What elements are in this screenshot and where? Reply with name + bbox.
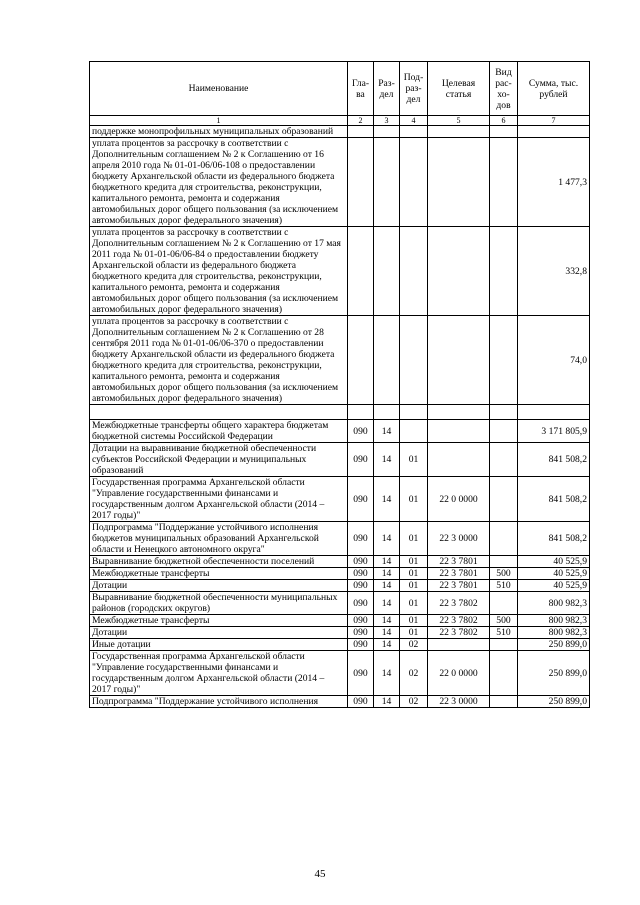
table-cell-target: 22 3 7802 [428, 592, 490, 615]
table-cell-target [428, 126, 490, 138]
table-cell-podrazdel: 01 [400, 592, 428, 615]
table-cell-sum: 74,0 [518, 316, 590, 405]
table-cell-target: 22 3 0000 [428, 522, 490, 556]
table-cell-razdel [374, 316, 400, 405]
table-cell-vid [490, 651, 518, 696]
table-cell-glava [348, 138, 374, 227]
table-cell-vid [490, 138, 518, 227]
header-target: Целевая статья [428, 62, 490, 116]
table-cell-sum: 841 508,2 [518, 522, 590, 556]
table-cell-sum: 250 899,0 [518, 696, 590, 708]
table-cell-name: Межбюджетные трансферты [90, 568, 348, 580]
table-cell-glava: 090 [348, 627, 374, 639]
table-cell-sum [518, 126, 590, 138]
table-cell-vid [490, 696, 518, 708]
column-number: 2 [348, 116, 374, 126]
table-cell-razdel: 14 [374, 556, 400, 568]
table-cell-target [428, 316, 490, 405]
table-cell-sum: 800 982,3 [518, 592, 590, 615]
table-cell-vid: 510 [490, 580, 518, 592]
table-cell-name: уплата процентов за рассрочку в соответствии с Дополнительным соглашением № 2 к Соглашению от 28 сентября 2011 года № 01-01-06/06-370 о предоставлении бюджету Архангельской области из федерального бюджета бюджетного кредита для строительства, реконструкции, капитального ремонта, ремонта и содержания автомобильных дорог общего пользования (за исключением автомобильных дорог федерального значения) [90, 316, 348, 405]
table-cell-glava [348, 126, 374, 138]
table-cell-podrazdel: 01 [400, 615, 428, 627]
table-cell-vid: 500 [490, 615, 518, 627]
table-row [90, 443, 590, 477]
table-cell-podrazdel: 01 [400, 580, 428, 592]
header-vid: Вид рас-хо-дов [490, 62, 518, 116]
table-cell-glava: 090 [348, 556, 374, 568]
table-cell-razdel: 14 [374, 696, 400, 708]
table-row [90, 651, 590, 696]
column-number: 3 [374, 116, 400, 126]
table-gap [90, 405, 590, 420]
table-cell-razdel: 14 [374, 420, 400, 443]
table-row [90, 627, 590, 639]
table-row [90, 420, 590, 443]
table-cell-vid [490, 556, 518, 568]
table-cell-name: Государственная программа Архангельской области "Управление государственными финансами и государственным долгом Архангельской области (2014 – 2017 годы)" [90, 477, 348, 522]
table-cell-name: уплата процентов за рассрочку в соответствии с Дополнительным соглашением № 2 к Соглашению от 17 мая 2011 года № 01-01-06/06-84 о предоставлении бюджету Архангельской области из федерального бюджета бюджетного кредита для строительства, реконструкции, капитального ремонта, ремонта и содержания автомобильных дорог общего пользования (за исключением автомобильных дорог федерального значения) [90, 227, 348, 316]
page-number: 45 [314, 868, 326, 880]
table-cell-name: Выравнивание бюджетной обеспеченности поселений [90, 556, 348, 568]
table-cell-glava [348, 316, 374, 405]
table-cell-target: 22 3 7801 [428, 580, 490, 592]
table-row [90, 568, 590, 580]
table-cell-name: Дотации на выравнивание бюджетной обеспеченности субъектов Российской Федерации и муниципальных образований [90, 443, 348, 477]
header-razdel: Раз-дел [374, 62, 400, 116]
table-cell-sum: 40 525,9 [518, 556, 590, 568]
table-row [90, 227, 590, 316]
table-cell-podrazdel: 02 [400, 696, 428, 708]
table-cell-razdel [374, 126, 400, 138]
table-cell-vid [490, 316, 518, 405]
table-cell-target: 22 3 7802 [428, 615, 490, 627]
table-row [90, 522, 590, 556]
table-cell-vid: 510 [490, 627, 518, 639]
table-cell-razdel: 14 [374, 627, 400, 639]
table-row [90, 580, 590, 592]
column-numbers-row [90, 116, 590, 126]
table-cell-podrazdel [400, 420, 428, 443]
table-cell-podrazdel: 01 [400, 627, 428, 639]
table-cell-name: Иные дотации [90, 639, 348, 651]
table-cell-razdel: 14 [374, 639, 400, 651]
table-cell-razdel [374, 138, 400, 227]
column-number: 1 [90, 116, 348, 126]
table-cell-razdel: 14 [374, 580, 400, 592]
table-row [90, 592, 590, 615]
table-body-bottom [90, 420, 590, 708]
table-cell-podrazdel: 01 [400, 522, 428, 556]
empty-row [90, 405, 590, 420]
table-cell-target: 22 3 0000 [428, 696, 490, 708]
table-cell-sum: 800 982,3 [518, 627, 590, 639]
table-row [90, 316, 590, 405]
table-cell-razdel: 14 [374, 568, 400, 580]
table-row [90, 556, 590, 568]
table-row [90, 696, 590, 708]
table-cell-vid [490, 477, 518, 522]
table-cell-glava: 090 [348, 651, 374, 696]
table-cell-sum: 250 899,0 [518, 651, 590, 696]
table-cell-podrazdel [400, 227, 428, 316]
table-cell-target: 22 3 7801 [428, 568, 490, 580]
table-cell-target: 22 0 0000 [428, 477, 490, 522]
table-cell-razdel: 14 [374, 522, 400, 556]
table-cell-sum: 332,8 [518, 227, 590, 316]
table-row [90, 477, 590, 522]
table-cell-name: Дотации [90, 627, 348, 639]
table-cell-target [428, 420, 490, 443]
column-number: 5 [428, 116, 490, 126]
table-cell-target [428, 443, 490, 477]
table-cell-vid [490, 126, 518, 138]
header-sum: Сумма, тыс. рублей [518, 62, 590, 116]
table-cell-razdel: 14 [374, 592, 400, 615]
table-cell-sum: 3 171 805,9 [518, 420, 590, 443]
table-cell-name: поддержке монопрофильных муниципальных образований [90, 126, 348, 138]
table-cell-glava: 090 [348, 568, 374, 580]
table-header-row [90, 62, 590, 116]
table-cell-podrazdel [400, 316, 428, 405]
table-cell-vid [490, 227, 518, 316]
table-cell-sum: 841 508,2 [518, 443, 590, 477]
table-cell-glava: 090 [348, 477, 374, 522]
table-cell-name: Подпрограмма "Поддержание устойчивого исполнения бюджетов муниципальных образований Архангельской области и Ненецкого автономного округа" [90, 522, 348, 556]
table-cell-glava: 090 [348, 420, 374, 443]
table-cell-podrazdel: 02 [400, 651, 428, 696]
header-podrazdel: Под-раз-дел [400, 62, 428, 116]
table-cell-name: Дотации [90, 580, 348, 592]
table-cell-glava: 090 [348, 696, 374, 708]
table-cell-glava: 090 [348, 615, 374, 627]
table-cell-sum: 841 508,2 [518, 477, 590, 522]
table-cell-glava [348, 227, 374, 316]
table-row [90, 126, 590, 138]
table-cell-razdel: 14 [374, 615, 400, 627]
table-cell-podrazdel [400, 138, 428, 227]
table-cell-podrazdel: 01 [400, 477, 428, 522]
column-number: 7 [518, 116, 590, 126]
table-cell-glava: 090 [348, 639, 374, 651]
table-cell-name: Подпрограмма "Поддержание устойчивого исполнения [90, 696, 348, 708]
table-cell-target: 22 3 7801 [428, 556, 490, 568]
table-cell-name: уплата процентов за рассрочку в соответствии с Дополнительным соглашением № 2 к Соглашению от 16 апреля 2010 года № 01-01-06/06-108 о предоставлении бюджету Архангельской области из федерального бюджета бюджетного кредита для строительства, реконструкции, капитального ремонта, ремонта и содержания автомобильных дорог общего пользования (за исключением автомобильных дорог федерального значения) [90, 138, 348, 227]
table-cell-sum: 800 982,3 [518, 615, 590, 627]
table-cell-sum: 1 477,3 [518, 138, 590, 227]
column-number: 6 [490, 116, 518, 126]
table-cell-name: Выравнивание бюджетной обеспеченности муниципальных районов (городских округов) [90, 592, 348, 615]
table-body-top [90, 126, 590, 405]
table-cell-sum: 40 525,9 [518, 568, 590, 580]
table-cell-vid [490, 420, 518, 443]
table-cell-target: 22 3 7802 [428, 627, 490, 639]
table-cell-glava: 090 [348, 443, 374, 477]
table-cell-vid [490, 592, 518, 615]
table-cell-name: Государственная программа Архангельской области "Управление государственными финансами и государственным долгом Архангельской области (2014 – 2017 годы)" [90, 651, 348, 696]
table-cell-razdel [374, 227, 400, 316]
header-name: Наименование [90, 62, 348, 116]
table-cell-vid: 500 [490, 568, 518, 580]
table-row [90, 138, 590, 227]
table-cell-razdel: 14 [374, 443, 400, 477]
table-cell-sum: 250 899,0 [518, 639, 590, 651]
table-cell-target: 22 0 0000 [428, 651, 490, 696]
table-row [90, 615, 590, 627]
table-cell-target [428, 227, 490, 316]
header-glava: Гла-ва [348, 62, 374, 116]
table-cell-podrazdel [400, 126, 428, 138]
budget-table [89, 61, 590, 708]
table-cell-target [428, 639, 490, 651]
table-cell-vid [490, 443, 518, 477]
table-row [90, 639, 590, 651]
table-cell-razdel: 14 [374, 651, 400, 696]
table-cell-podrazdel: 02 [400, 639, 428, 651]
table-cell-vid [490, 522, 518, 556]
table-cell-glava: 090 [348, 592, 374, 615]
table-cell-glava: 090 [348, 522, 374, 556]
table-cell-vid [490, 639, 518, 651]
column-number: 4 [400, 116, 428, 126]
table-cell-name: Межбюджетные трансферты [90, 615, 348, 627]
table-cell-sum: 40 525,9 [518, 580, 590, 592]
table-cell-podrazdel: 01 [400, 556, 428, 568]
table-cell-podrazdel: 01 [400, 443, 428, 477]
table-cell-target [428, 138, 490, 227]
table-cell-razdel: 14 [374, 477, 400, 522]
table-cell-podrazdel: 01 [400, 568, 428, 580]
table-cell-glava: 090 [348, 580, 374, 592]
table-cell-name: Межбюджетные трансферты общего характера бюджетам бюджетной системы Российской Федерации [90, 420, 348, 443]
